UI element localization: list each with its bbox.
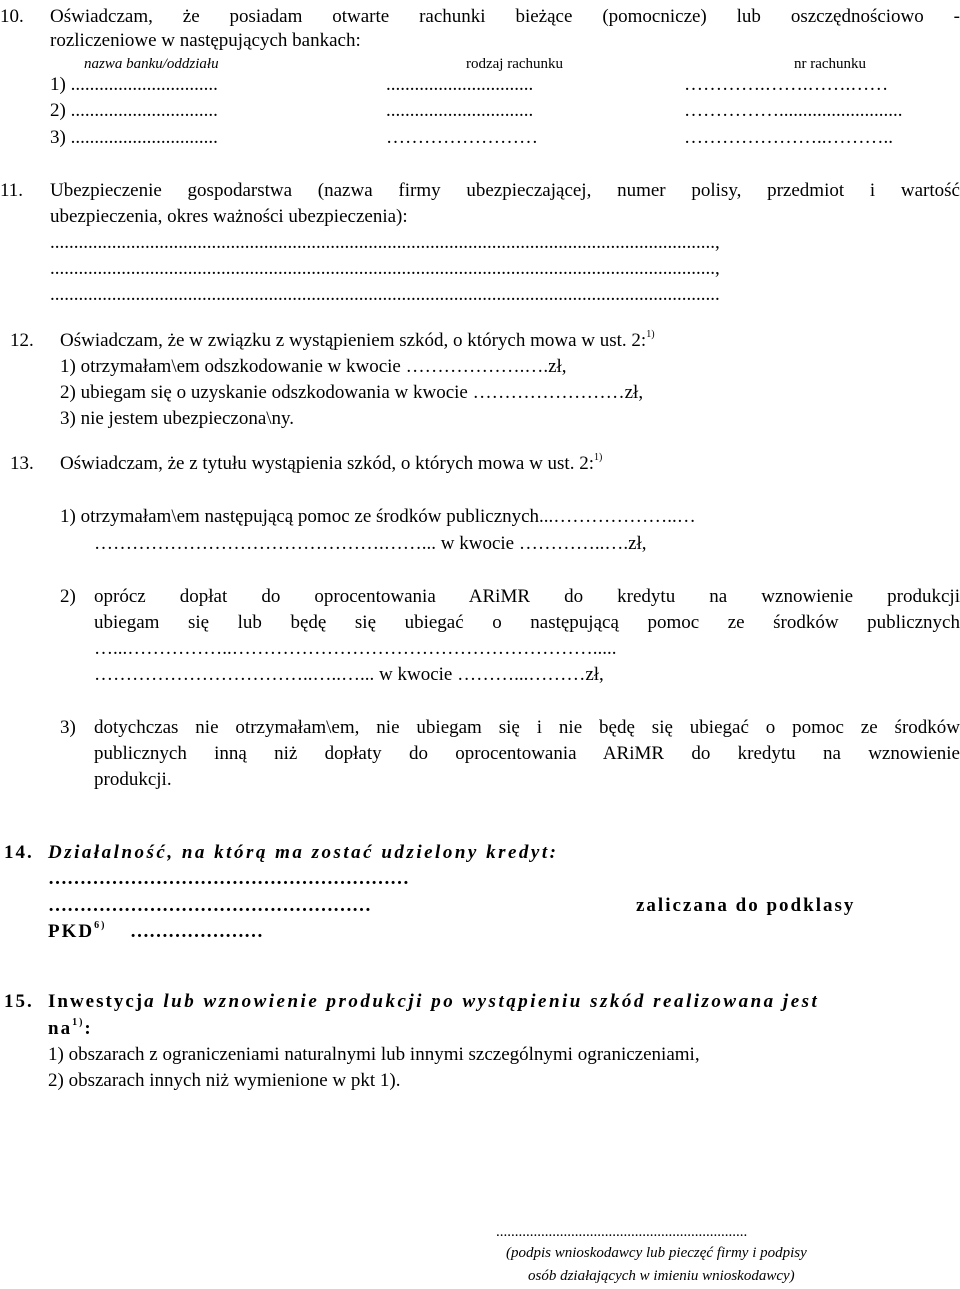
pkd-label [48,919,106,945]
section-12-item-2: 2) ubiegam się o uzyskanie odszkodowania w kwocie ……………………zł, [60,382,644,403]
section-10-line-1: Oświadczam, że posiadam otwarte rachunki bieżące (pomocnicze) lub oszczędnościowo - [50,6,960,27]
section-13-item-3-number: 3) [60,717,76,738]
column-header-bank: nazwa banku/oddziału [84,56,219,72]
pkd-dots: ………………… [130,921,263,942]
column-header-account-type: rodzaj rachunku [466,56,564,72]
insurance-dots-3: ............................................................................................................................................. [50,284,720,305]
section-13-item-2-line-1: oprócz dopłat do oprocentowania ARiMR do kredytu na wznowienie produkcji [94,586,960,607]
section-13-item-3-line-1: dotychczas nie otrzymałam\em, nie ubiegam się i nie będę się ubiegać o pomoc ze środków [94,717,960,738]
section-14-title: Działalność, na którą ma zostać udzielony kredyt: [48,842,559,863]
section-number: 15. [4,991,34,1012]
bank-row-2-bank: 2) ............................... [50,100,218,121]
pkd-text: PKD [48,921,95,942]
section-15-title-line-2 [48,1016,93,1042]
section-13-item-1-line-1: 1) otrzymałam\em następującą pomoc ze środków publicznych...………………..… [60,506,696,527]
section-12-item-1: 1) otrzymałam\em odszkodowanie w kwocie ……………….….zł, [60,356,567,377]
section-15-title-na: na [48,1018,73,1039]
bank-row-1-bank: 1) ............................... [50,74,218,95]
section-12-intro [60,328,655,354]
bank-row-2-type: ............................... [386,100,534,121]
section-13-item-2-number: 2) [60,586,76,607]
section-15-item-2: 2) obszarach innych niż wymienione w pkt 1). [48,1070,401,1091]
section-number: 13. [10,453,34,474]
section-15-title [48,989,819,1015]
footnote-ref: 1) [646,329,655,340]
classification-label: zaliczana do podklasy [636,895,856,916]
bank-row-3-type: …………………… [386,127,538,148]
section-13-item-3-line-3: produkcji. [94,769,172,790]
column-header-account-number: nr rachunku [794,56,867,72]
footnote-ref: 6) [94,920,107,931]
footnote-ref: 1) [72,1017,85,1028]
insurance-dots-2: ............................................................................................................................................, [50,258,720,279]
section-13-item-2-line-3: …...……………..…………………………………………………..... [94,638,617,659]
section-15-title-bold: Inwestycj [48,991,145,1012]
section-13-item-2-line-2: ubiegam się lub będę się ubiegać o następującą pomoc ze środków publicznych [94,612,960,633]
signature-line: ................................................................... [496,1224,748,1240]
section-number: 10. [0,6,24,27]
bank-row-1-number: ………….…….…….…… [684,74,889,95]
activity-dots-2: …………………………………………… [48,895,371,916]
section-12-item-3: 3) nie jestem ubezpieczona\ny. [60,408,295,429]
section-10-line-2: rozliczeniowe w następujących bankach: [50,30,361,51]
section-15-title-italic: a lub wznowienie produkcji po wystąpieniu szkód realizowana jest [144,991,820,1012]
section-13-item-1-line-2: ……………………………………….……... w kwocie …………..….zł, [94,533,647,554]
bank-row-3-number: …………………..……….. [684,127,893,148]
insurance-dots-1: ............................................................................................................................................, [50,232,720,253]
section-number: 14. [4,842,34,863]
section-13-item-3-line-2: publicznych inną niż dopłaty do oprocentowania ARiMR do kredytu na wznowienie [94,743,960,764]
section-13-intro [60,451,602,477]
footnote-ref: 1) [594,452,603,463]
section-13-intro-text: Oświadczam, że z tytułu wystąpienia szkód, o których mowa w ust. 2: [60,453,594,474]
section-15-title-colon: : [84,1018,93,1039]
section-number: 12. [10,330,34,351]
signature-caption-line-1: (podpis wnioskodawcy lub pieczęć firmy i podpisy [506,1245,807,1261]
bank-row-3-bank: 3) ............................... [50,127,218,148]
activity-dots-1: ………………………………………………… [48,868,409,889]
signature-caption-line-2: osób działających w imieniu wnioskodawcy) [528,1268,795,1284]
section-11-line-2: ubezpieczenia, okres ważności ubezpieczenia): [50,206,408,227]
bank-row-1-type: ............................... [386,74,534,95]
bank-row-2-number: …………….......................... [684,100,903,121]
section-12-intro-text: Oświadczam, że w związku z wystąpieniem szkód, o których mowa w ust. 2: [60,330,647,351]
section-11-line-1: Ubezpieczenie gospodarstwa (nazwa firmy ubezpieczającej, numer polisy, przedmiot i wartość [50,180,960,201]
section-number: 11. [0,180,24,201]
section-13-item-2-line-4: ……………………………..…..…... w kwocie ………...………zł, [94,664,604,685]
section-15-item-1: 1) obszarach z ograniczeniami naturalnymi lub innymi szczególnymi ograniczeniami, [48,1044,700,1065]
